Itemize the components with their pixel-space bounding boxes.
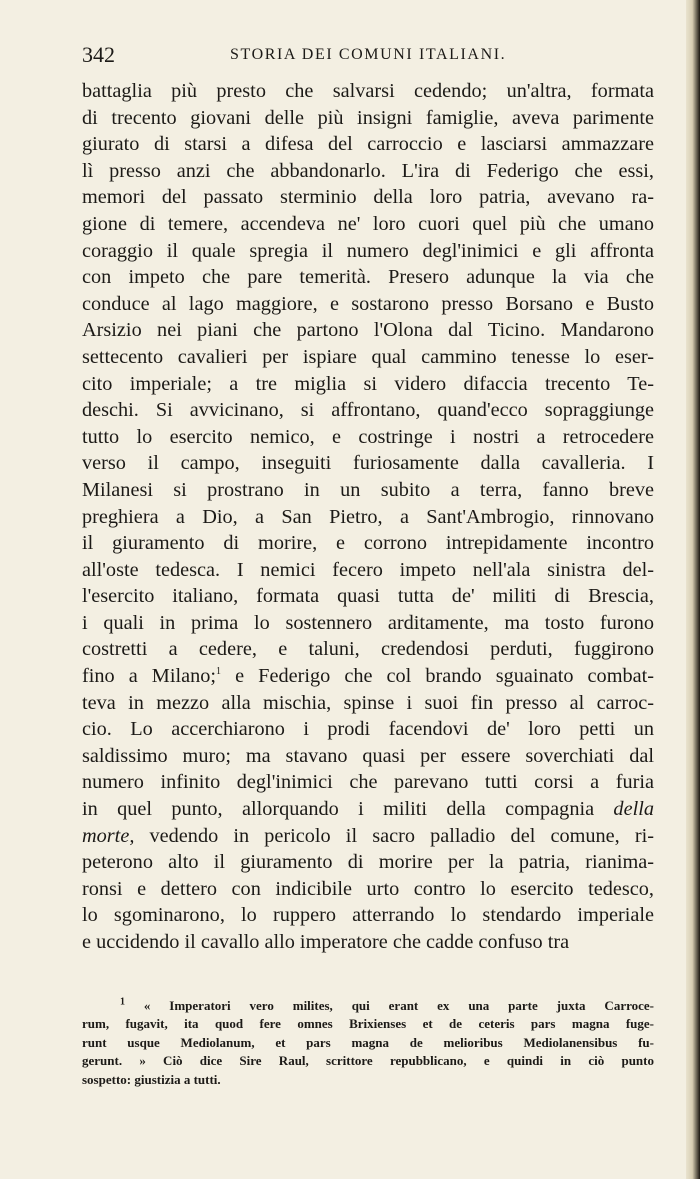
body-line: lì presso anzi che abbandonarlo. L'ira di Federigo che essi, [82, 159, 654, 182]
line-text: in quel punto, allorquando i militi della compagnia [82, 798, 595, 821]
body-line: memori del passato sterminio della loro patria, avevano ra- [82, 186, 654, 209]
footnote-line: rum, fugavit, ita quod fere omnes Brixienses et de ceteris pars magna fuge- [82, 1016, 654, 1032]
footnote [82, 997, 654, 1089]
line-text: e Federigo che col brando sguainato combat- [235, 665, 655, 688]
body-line: deschi. Si avvicinano, si affrontano, quand'ecco sopraggiunge [82, 399, 654, 422]
footnote-line: sospetto: giustizia a tutti. [82, 1071, 221, 1087]
body-line: conduce al lago maggiore, e sostarono presso Borsano e Busto [82, 292, 654, 315]
footnote-ref: 1 [216, 666, 222, 678]
body-line: tutto lo esercito nemico, e costringe i nostri a retrocedere [82, 425, 654, 448]
running-header [82, 42, 654, 70]
italic-word: morte, [82, 824, 135, 847]
page-number: 342 [82, 42, 115, 67]
body-line: verso il campo, inseguiti furiosamente dalla cavalleria. I [82, 452, 654, 475]
footnote-text: « Imperatori vero milites, qui erant ex una parte juxta Carroce- [143, 998, 654, 1013]
page-edge [686, 0, 700, 1179]
footnote-line [82, 997, 654, 1015]
body-line-with-footnote-ref [82, 663, 654, 690]
footnote-line: gerunt. » Ciò dice Sire Raul, scrittore repubblicano, e quindi in ciò punto [82, 1053, 654, 1069]
body-line: giurato di starsi a difesa del carroccio e lasciarsi ammazzare [82, 133, 654, 156]
body-line: l'esercito italiano, formata quasi tutta de' militi di Brescia, [82, 585, 654, 608]
body-line: lo sgominarono, lo ruppero atterrando lo stendardo imperiale [82, 904, 654, 927]
body-line: gione di temere, accendeva ne' loro cuori quel più che umano [82, 212, 654, 235]
body-line: numero infinito degl'inimici che parevano tutti corsi a furia [82, 771, 654, 794]
body-line: preghiera a Dio, a San Pietro, a Sant'Ambrogio, rinnovano [82, 505, 654, 528]
body-line: i quali in prima lo sostennero arditamente, ma tosto furono [82, 611, 654, 634]
footnote-marker: 1 [120, 996, 125, 1008]
body-line: battaglia più presto che salvarsi cedendo; un'altra, formata [82, 80, 654, 102]
body-line: il giuramento di morire, e corrono intrepidamente incontro [82, 532, 654, 555]
body-line: coraggio il quale spregia il numero degl'inimici e gli affronta [82, 239, 654, 262]
body-line: cito imperiale; a tre miglia si videro difaccia trecento Te- [82, 372, 654, 395]
body-line: cio. Lo accerchiarono i prodi facendovi de' loro petti un [82, 718, 654, 741]
body-line: Arsizio nei piani che partono l'Olona dal Ticino. Mandarono [82, 319, 654, 342]
body-line: Milanesi si prostrano in un subito a terra, fanno breve [82, 478, 654, 501]
body-line: peterono alto il giuramento di morire per la patria, rianima- [82, 851, 654, 874]
body-line: settecento cavalieri per ispiare qual cammino tenesse lo eser- [82, 345, 654, 368]
body-line: saldissimo muro; ma stavano quasi per essere soverchiati dal [82, 744, 654, 767]
body-line: e uccidendo il cavallo allo imperatore che cadde confuso tra [82, 931, 570, 953]
line-text: fino a Milano; [82, 665, 217, 688]
body-line-italic-end [82, 796, 654, 823]
body-line: di trecento giovani delle più insigni famiglie, aveva parimente [82, 106, 654, 129]
body-line: con impeto che pare temerità. Presero adunque la via che [82, 266, 654, 289]
italic-word: della [613, 798, 654, 821]
body-line: teva in mezzo alla mischia, spinse i suoi fin presso al carroc- [82, 691, 654, 714]
body-line: ronsi e dettero con indicibile urto contro lo esercito tedesco, [82, 877, 654, 900]
line-text: vedendo in pericolo il sacro palladio del comune, ri- [149, 824, 654, 847]
footnote-line: runt usque Mediolanum, et pars magna de melioribus Mediolanensibus fu- [82, 1034, 654, 1050]
body-line-italic-start [82, 823, 654, 850]
running-title: STORIA DEI COMUNI ITALIANI. [230, 46, 507, 63]
body-line: costretti a cedere, e taluni, credendosi perduti, fuggirono [82, 638, 654, 661]
body-text [82, 78, 654, 956]
body-line: all'oste tedesca. I nemici fecero impeto nell'ala sinistra del- [82, 558, 654, 581]
